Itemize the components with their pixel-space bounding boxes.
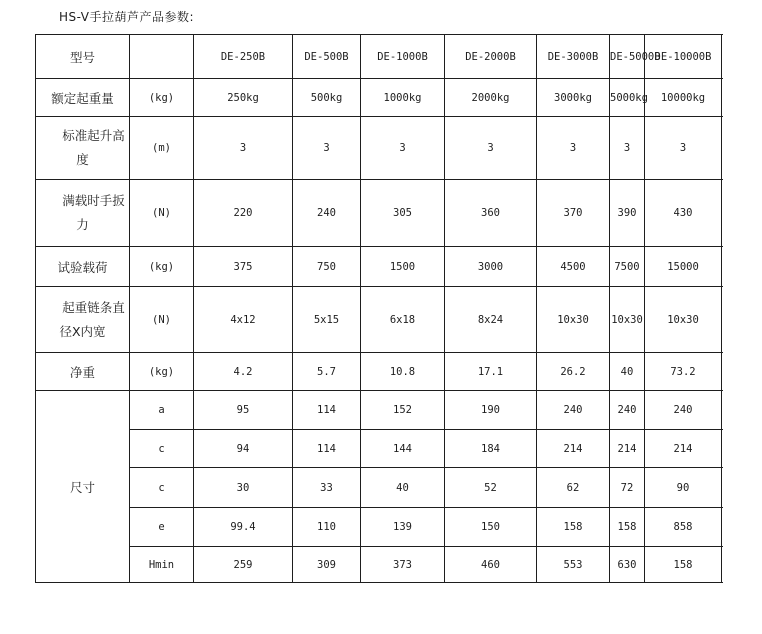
dimension-value: 72 xyxy=(610,468,645,508)
dimension-key: e xyxy=(130,508,194,547)
testload-value: 7500 xyxy=(610,247,645,287)
dimension-key: c xyxy=(130,430,194,468)
dimension-value: 190 xyxy=(445,391,537,430)
capacity-value: 500kg xyxy=(293,79,361,117)
weight-value: 73.2 xyxy=(645,353,722,391)
dimension-value: 630 xyxy=(610,547,645,583)
dimension-value: 240 xyxy=(537,391,610,430)
lift-row xyxy=(36,117,722,180)
spec-table xyxy=(35,34,722,583)
model-unit xyxy=(130,35,194,79)
dimension-value: 259 xyxy=(194,547,293,583)
testload-label: 试验载荷 xyxy=(36,247,130,287)
chain-value: 5x15 xyxy=(293,287,361,353)
dimension-row xyxy=(36,468,722,508)
dimension-row xyxy=(36,430,722,468)
pull-value: 360 xyxy=(445,180,537,247)
weight-value: 4.2 xyxy=(194,353,293,391)
capacity-unit: (kg) xyxy=(130,79,194,117)
dimension-row xyxy=(36,391,722,430)
dimension-value: 40 xyxy=(361,468,445,508)
testload-value: 3000 xyxy=(445,247,537,287)
lift-value: 3 xyxy=(445,117,537,180)
model-row xyxy=(36,35,722,79)
dimension-key: c xyxy=(130,468,194,508)
model-label: 型号 xyxy=(36,35,130,79)
dimension-value: 184 xyxy=(445,430,537,468)
page-title: HS-V手拉葫芦产品参数: xyxy=(59,10,195,24)
dimension-value: 30 xyxy=(194,468,293,508)
testload-unit: (kg) xyxy=(130,247,194,287)
dimension-value: 214 xyxy=(610,430,645,468)
dimension-value: 309 xyxy=(293,547,361,583)
dimension-value: 158 xyxy=(610,508,645,547)
chain-value: 10x30 xyxy=(610,287,645,353)
lift-unit: (m) xyxy=(130,117,194,180)
weight-value: 5.7 xyxy=(293,353,361,391)
chain-label xyxy=(36,287,130,353)
weight-label: 净重 xyxy=(36,353,130,391)
dimension-value: 62 xyxy=(537,468,610,508)
weight-value: 40 xyxy=(610,353,645,391)
testload-row xyxy=(36,247,722,287)
pull-value: 430 xyxy=(645,180,722,247)
pull-label-line1: 满载时手扳 xyxy=(62,193,125,209)
capacity-value: 2000kg xyxy=(445,79,537,117)
dimension-value: 33 xyxy=(293,468,361,508)
dimension-value: 240 xyxy=(645,391,722,430)
dimension-value: 139 xyxy=(361,508,445,547)
chain-label-line2: 径X内宽 xyxy=(59,323,106,339)
weight-value: 10.8 xyxy=(361,353,445,391)
chain-unit: (N) xyxy=(130,287,194,353)
model-cell: DE-500B xyxy=(293,35,361,79)
dimension-value: 114 xyxy=(293,391,361,430)
dimension-value: 373 xyxy=(361,547,445,583)
model-cell: DE-5000B xyxy=(610,35,645,79)
model-cell: DE-2000B xyxy=(445,35,537,79)
dimension-value: 214 xyxy=(537,430,610,468)
chain-value: 6x18 xyxy=(361,287,445,353)
capacity-row xyxy=(36,79,722,117)
weight-unit: (kg) xyxy=(130,353,194,391)
dimension-value: 150 xyxy=(445,508,537,547)
dimension-value: 114 xyxy=(293,430,361,468)
weight-row xyxy=(36,353,722,391)
capacity-value: 1000kg xyxy=(361,79,445,117)
testload-value: 750 xyxy=(293,247,361,287)
dimension-value: 858 xyxy=(645,508,722,547)
pull-value: 390 xyxy=(610,180,645,247)
dimension-value: 94 xyxy=(194,430,293,468)
dimension-value: 99.4 xyxy=(194,508,293,547)
model-cell: DE-250B xyxy=(194,35,293,79)
chain-label-line1: 起重链条直 xyxy=(62,299,125,315)
chain-value: 8x24 xyxy=(445,287,537,353)
lift-value: 3 xyxy=(645,117,722,180)
testload-value: 4500 xyxy=(537,247,610,287)
dimension-key: a xyxy=(130,391,194,430)
pull-value: 305 xyxy=(361,180,445,247)
pull-label xyxy=(36,180,130,247)
lift-label-line1: 标准起升高 xyxy=(62,128,125,144)
dimension-value: 240 xyxy=(610,391,645,430)
dimension-value: 144 xyxy=(361,430,445,468)
lift-label-line2: 度 xyxy=(76,152,89,167)
weight-value: 26.2 xyxy=(537,353,610,391)
lift-label xyxy=(36,117,130,180)
model-cell: DE-10000B xyxy=(645,35,722,79)
lift-value: 3 xyxy=(361,117,445,180)
dimension-value: 158 xyxy=(645,547,722,583)
capacity-label: 额定起重量 xyxy=(36,79,130,117)
dimension-value: 90 xyxy=(645,468,722,508)
pull-row xyxy=(36,180,722,247)
capacity-value: 250kg xyxy=(194,79,293,117)
dimension-value: 52 xyxy=(445,468,537,508)
dimension-value: 152 xyxy=(361,391,445,430)
model-cell: DE-3000B xyxy=(537,35,610,79)
model-cell: DE-1000B xyxy=(361,35,445,79)
dimension-value: 553 xyxy=(537,547,610,583)
dimension-value: 95 xyxy=(194,391,293,430)
dimension-value: 158 xyxy=(537,508,610,547)
chain-value: 4x12 xyxy=(194,287,293,353)
lift-value: 3 xyxy=(194,117,293,180)
pull-unit: (N) xyxy=(130,180,194,247)
pull-value: 220 xyxy=(194,180,293,247)
dimension-row xyxy=(36,508,722,547)
capacity-value: 5000kg xyxy=(610,79,645,117)
testload-value: 1500 xyxy=(361,247,445,287)
pull-label-line2: 力 xyxy=(76,217,89,232)
chain-value: 10x30 xyxy=(645,287,722,353)
dimension-key: Hmin xyxy=(130,547,194,583)
chain-row xyxy=(36,287,722,353)
chain-value: 10x30 xyxy=(537,287,610,353)
testload-value: 375 xyxy=(194,247,293,287)
dimension-row xyxy=(36,547,722,583)
pull-value: 240 xyxy=(293,180,361,247)
pull-value: 370 xyxy=(537,180,610,247)
weight-value: 17.1 xyxy=(445,353,537,391)
capacity-value: 10000kg xyxy=(645,79,722,117)
lift-value: 3 xyxy=(293,117,361,180)
lift-value: 3 xyxy=(537,117,610,180)
dimension-value: 214 xyxy=(645,430,722,468)
dimensions-label: 尺寸 xyxy=(36,391,130,583)
lift-value: 3 xyxy=(610,117,645,180)
testload-value: 15000 xyxy=(645,247,722,287)
dimension-value: 110 xyxy=(293,508,361,547)
dimension-value: 460 xyxy=(445,547,537,583)
capacity-value: 3000kg xyxy=(537,79,610,117)
